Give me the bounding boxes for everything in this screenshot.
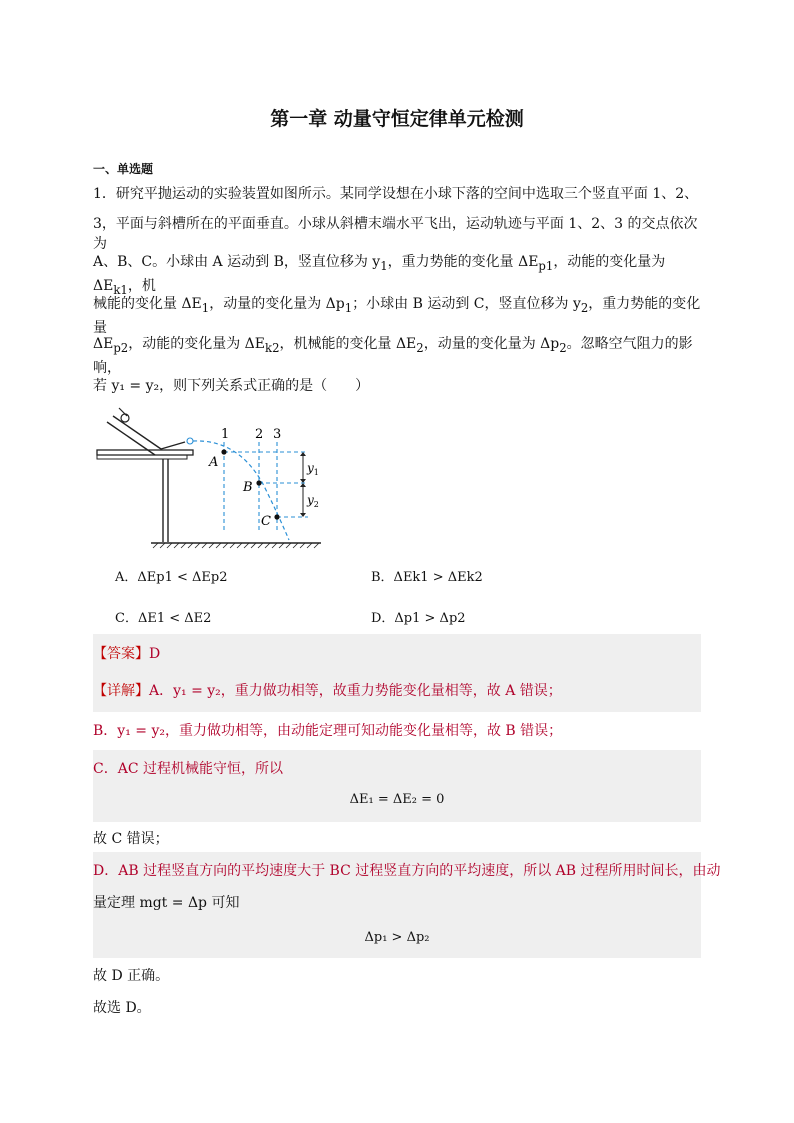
page-title: 第一章 动量守恒定律单元检测 bbox=[270, 108, 524, 130]
question-line-5d: ，动量的变化量为 Δp bbox=[423, 336, 560, 352]
experiment-figure bbox=[93, 404, 333, 554]
explanation-c2: 故 C 错误； bbox=[93, 831, 169, 847]
question-line-5c: ，机械能的变化量 ΔE bbox=[279, 336, 417, 352]
question-line-5: $\Delta E_{p2}$，动能的变化量为 $\Delta E_{k2}$，机械能的变化量 $\Delta E_2$，动量的变化量为 $\Delta p_2$。忽略空气阻力的影响， bbox=[93, 336, 693, 376]
trajectory-path bbox=[193, 441, 289, 540]
question-line-2: 3，平面与斜槽所在的平面垂直。小球从斜槽末端水平飞出，运动轨迹与平面 1、2、3 的交点依次为 bbox=[93, 216, 698, 252]
question-line-6: 若 y₁ = y₂，则下列关系式正确的是（ ） bbox=[93, 378, 370, 394]
table-top bbox=[97, 450, 193, 455]
explanation-label: 【详解】 bbox=[93, 683, 149, 699]
question-line-1: 1．研究平抛运动的实验装置如图所示。某同学设想在小球下落的空间中选取三个竖直平面 1、2、 bbox=[93, 186, 699, 202]
point-label-C: C bbox=[261, 514, 271, 529]
question-line-4c: ；小球由 B 运动到 C，竖直位移为 y bbox=[352, 296, 581, 312]
option-b[interactable]: B．ΔEk1 > ΔEk2 bbox=[371, 570, 483, 585]
ramp-end bbox=[161, 442, 185, 449]
question-line-4b: ，动量的变化量为 Δp bbox=[209, 296, 345, 312]
ball-on-ramp bbox=[121, 414, 129, 422]
option-d[interactable]: D．Δp1 > Δp2 bbox=[371, 611, 466, 626]
question-line-3b: ，重力势能的变化量 ΔE bbox=[387, 254, 539, 270]
equation-d: Δp₁ > Δp₂ bbox=[364, 930, 430, 945]
answer-line bbox=[93, 643, 160, 663]
plane-label-1: 1 bbox=[221, 427, 230, 442]
explanation-b: B．y₁ = y₂，重力做功相等，由动能定理可知动能变化量相等，故 B 错误； bbox=[93, 723, 563, 739]
explanation-final: 故选 D。 bbox=[93, 1000, 151, 1016]
question-line-3a: A、B、C。小球由 A 运动到 B，竖直位移为 y bbox=[93, 254, 381, 270]
plane-label-2: 2 bbox=[255, 427, 264, 442]
question-line-3d: ，机 bbox=[127, 277, 156, 294]
ramp-upper bbox=[113, 416, 161, 449]
launch-point bbox=[187, 438, 193, 444]
explanation-a-text: A．y₁ = y₂，重力做功相等，故重力势能变化量相等，故 A 错误； bbox=[149, 683, 562, 699]
y1-arrow-head-bottom bbox=[300, 479, 306, 483]
answer-block-bg bbox=[93, 634, 701, 712]
plane-label-3: 3 bbox=[273, 427, 282, 442]
point-C bbox=[274, 514, 279, 519]
option-c[interactable]: C．ΔE1 < ΔE2 bbox=[115, 611, 212, 626]
explanation-d2: 量定理 mgt = Δp 可知 bbox=[93, 895, 240, 911]
y2-arrow-head-bottom bbox=[300, 513, 306, 517]
y1-label: $y_1$ bbox=[307, 461, 319, 477]
section-heading: 一、单选题 bbox=[93, 162, 154, 176]
question-line-4d: ，重力势能的变化量 bbox=[93, 296, 701, 336]
question-line-3: A、B、C。小球由 A 运动到 B，竖直位移为 $y_1$，重力势能的变化量 $\Delta E_{p1}$，动能的变化量为 $\Delta E_{k1}$，机 bbox=[93, 254, 666, 297]
point-label-A: A bbox=[209, 455, 219, 470]
explanation-d3: 故 D 正确。 bbox=[93, 968, 170, 984]
answer-value: D bbox=[149, 646, 161, 662]
question-line-4: 械能的变化量 $\Delta E_1$，动量的变化量为 $\Delta p_1$；小球由 B 运动到 C，竖直位移为 $y_2$，重力势能的变化量 bbox=[93, 296, 701, 336]
point-B bbox=[256, 480, 261, 485]
equation-c: ΔE₁ = ΔE₂ = 0 bbox=[349, 792, 445, 807]
point-A bbox=[221, 449, 226, 454]
y2-label: $y_2$ bbox=[307, 493, 319, 509]
question-line-3c: ，动能的变化量为 ΔE bbox=[93, 254, 666, 294]
y2-arrow-head-top bbox=[300, 483, 306, 487]
option-a[interactable]: A．ΔEp1 < ΔEp2 bbox=[115, 570, 228, 585]
question-line-5b: ，动能的变化量为 ΔE bbox=[128, 336, 266, 352]
answer-label: 【答案】 bbox=[93, 646, 149, 662]
question-line-4a: 械能的变化量 ΔE bbox=[93, 296, 202, 312]
explanation-d1: D．AB 过程竖直方向的平均速度大于 BC 过程竖直方向的平均速度，所以 AB 过程所用时间长，由动 bbox=[93, 863, 721, 879]
y1-arrow-head-top bbox=[300, 452, 306, 456]
question-line-5e: 。忽略空气阻力的影响， bbox=[93, 336, 693, 376]
explanation-c1: C．AC 过程机械能守恒，所以 bbox=[93, 761, 283, 777]
question-line-5a: ΔE bbox=[93, 336, 114, 352]
explanation-a bbox=[93, 680, 562, 700]
point-label-B: B bbox=[243, 480, 253, 495]
